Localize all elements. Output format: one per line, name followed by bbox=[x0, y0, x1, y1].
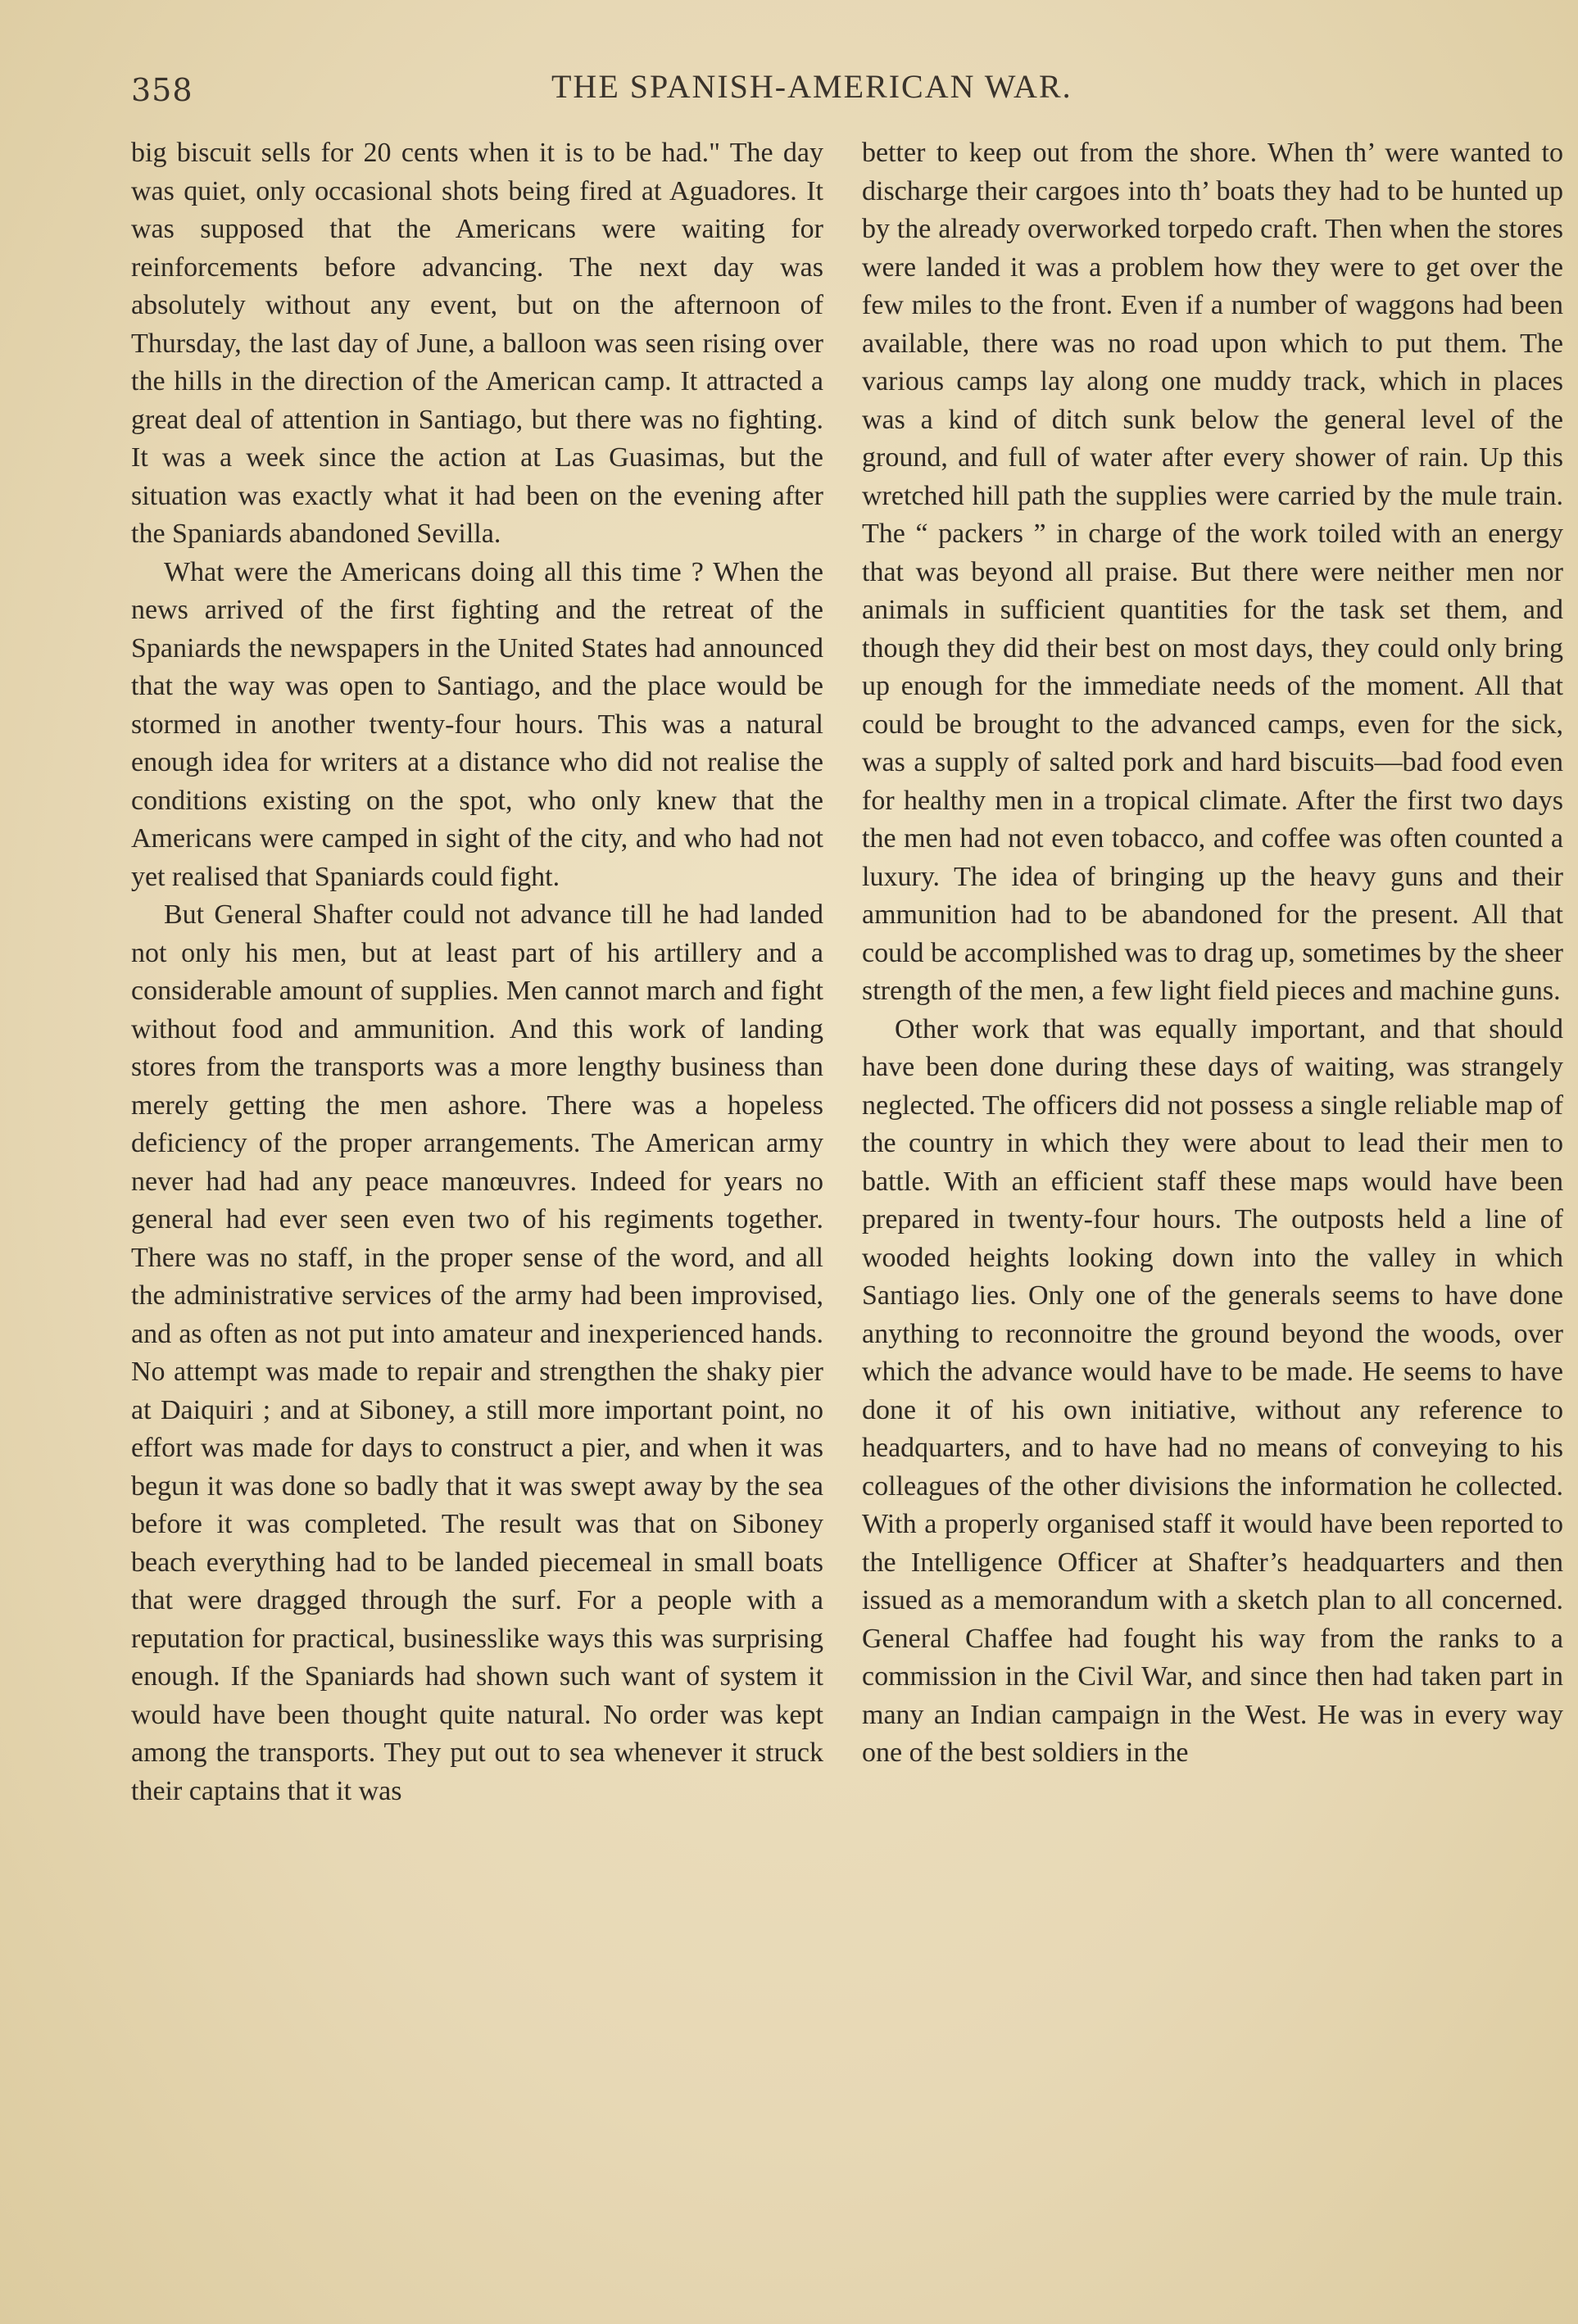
paragraph: better to keep out from the shore. When th’ were wanted to discharge their cargoes into th’ boats they had to be hunted up by the already overworked torpedo craft. Then when the stores were landed it was a problem how they were to get over the few miles to the front. Even if a number of waggons had been available, there was no road upon which to put them. The various camps lay along one muddy track, which in places was a kind of ditch sunk below the general level of the ground, and full of water after every shower of rain. Up this wretched hill path the supplies were carried by the mule train. The “ packers ” in charge of the work toiled with an energy that was beyond all praise. But there were neither men nor animals in sufficient quantities for the task set them, and though they did their best on most days, they could only bring up enough for the immediate needs of the moment. All that could be brought to the advanced camps, even for the sick, was a supply of salted pork and hard biscuits—bad food even for healthy men in a tropical climate. After the first two days the men had not even tobacco, and coffee was often counted a luxury. The idea of bringing up the heavy guns and their ammunition had to be abandoned for the present. All that could be accomplished was to drag up, sometimes by the sheer strength of the men, a few light field pieces and machine guns. bbox=[862, 138, 1563, 1006]
right-column bbox=[862, 134, 1563, 1773]
page-number: 358 bbox=[131, 72, 193, 108]
paragraph: big biscuit sells for 20 cents when it is to be had." The day was quiet, only occasional shots being fired at Aguadores. It was supposed that the Americans were waiting for reinforcements before advancing. The next day was absolutely without any event, but on the afternoon of Thursday, the last day of June, a balloon was seen rising over the hills in the direction of the American camp. It attracted a great deal of attention in Santiago, but there was no fighting. It was a week since the action at Las Guasimas, but the situation was exactly what it had been on the evening after the Spaniards abandoned Sevilla. bbox=[131, 138, 823, 549]
paragraph: What were the Americans doing all this time ? When the news arrived of the first fighting and the retreat of the Spaniards the newspapers in the United States had announced that the way was open to Santiago, and the place would be stormed in another twenty-four hours. This was a natural enough idea for writers at a distance who did not realise the conditions existing on the spot, who only knew that the Americans were camped in sight of the city, and who had not yet realised that Spaniards could fight. bbox=[131, 556, 823, 892]
running-head bbox=[131, 67, 1573, 116]
paragraph: Other work that was equally important, and that should have been done during these days of waiting, was strangely neglected. The officers did not possess a single reliable map of the country in which they were about to lead their men to battle. With an efficient staff these maps would have been prepared in twenty-four hours. The outposts held a line of wooded heights looking down into the valley in which Santiago lies. Only one of the generals seems to have done anything to reconnoitre the ground beyond the woods, over which the advance would have to be made. He seems to have done it of his own initiative, without any reference to headquarters, and to have had no means of conveying to his colleagues of the other divisions the information he collected. With a properly organised staff it would have been reported to the Intelligence Officer at Shafter’s headquarters and then issued as a memorandum with a sketch plan to all concerned. General Chaffee had fought his way from the ranks to a commission in the Civil War, and since then had taken part in many an Indian campaign in the West. He was in every way one of the best soldiers in the bbox=[862, 1013, 1563, 1768]
paragraph: But General Shafter could not advance till he had landed not only his men, but at least part of his artillery and a considerable amount of supplies. Men cannot march and fight without food and ammunition. And this work of landing stores from the transports was a more lengthy business than merely getting the men ashore. There was a hopeless deficiency of the proper arrangements. The American army never had had any peace manœuvres. Indeed for years no general had ever seen even two of his regiments together. There was no staff, in the proper sense of the word, and all the administrative services of the army had been improvised, and as often as not put into amateur and inexperienced hands. No attempt was made to repair and strengthen the shaky pier at Daiquiri ; and at Siboney, a still more important point, no effort was made for days to construct a pier, and when it was begun it was done so badly that it was swept away by the sea before it was completed. The result was that on Siboney beach everything had to be landed piecemeal in small boats that were dragged through the surf. For a people with a reputation for practical, businesslike ways this was surprising enough. If the Spaniards had shown such want of system it would have been thought quite natural. No order was kept among the transports. They put out to sea whenever it struck their captains that it was bbox=[131, 899, 823, 1806]
running-title: THE SPANISH-AMERICAN WAR. bbox=[551, 68, 1072, 105]
left-column bbox=[131, 134, 823, 1810]
